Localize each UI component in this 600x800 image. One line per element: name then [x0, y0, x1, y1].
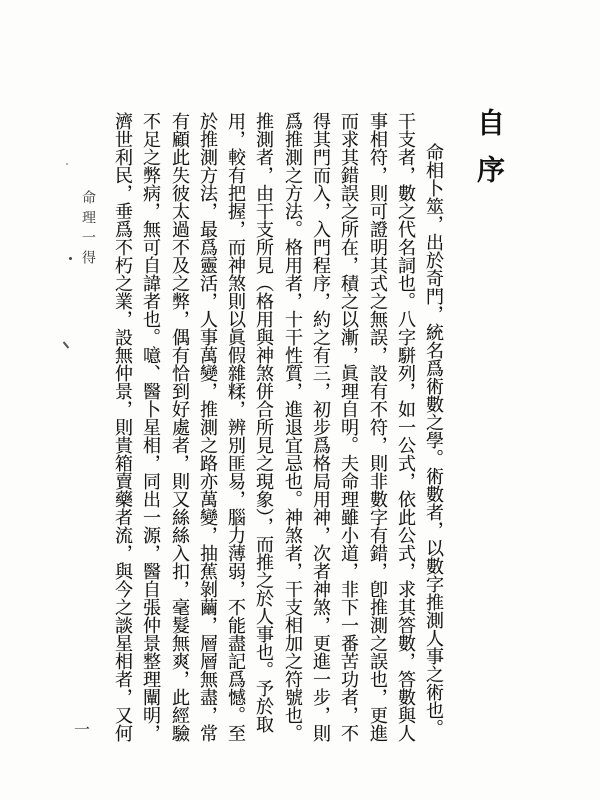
scan-speck — [66, 163, 68, 165]
scan-speck — [69, 257, 72, 260]
text-column-7: 推測者，由干支所見（格用與神煞併合所見之現象），而推之於人事也。予於取 — [253, 112, 274, 733]
text-column-10: 有顧此失彼太過不及之弊，偶有恰到好處者，則又絲絲入扣，毫髮無爽，此經驗 — [169, 112, 190, 742]
text-column-5: 得其門而入，入門程序，約之有三，初步爲格局用神，次者神煞，更進一步，則 — [310, 112, 331, 742]
running-head-book-title: 命理一得 — [80, 190, 96, 270]
section-title: 自序 — [473, 108, 506, 202]
page-number: 一 — [74, 720, 91, 739]
scan-speck — [63, 341, 70, 348]
text-column-1: 命相卜筮，出於奇門，統名爲術數之學。術數者，以數字推測人事之術也。 — [423, 143, 444, 737]
text-column-3: 事相符，則可證明其式之無誤，設有不符，則非數字有錯，卽推測之誤也，更進 — [367, 112, 388, 742]
text-column-9: 於推測方法，最爲靈活，人事萬變，推測之路亦萬變，抽蕉剝繭，層層無盡，常 — [197, 112, 218, 742]
text-column-2: 干支者，數之代名詞也。八字駢列，如一公式，依此公式，求其答數，答數與人 — [395, 112, 416, 742]
text-column-4: 而求其錯誤之所在，積之以漸，眞理自明。夫命理雖小道，非下一番苦功者，不 — [338, 112, 359, 742]
text-column-8: 用，較有把握，而神煞則以眞假雜糅，辨別匪易，腦力薄弱，不能盡記爲憾。至 — [225, 112, 246, 742]
text-column-12: 濟世利民，垂爲不朽之業，設無仲景，則貴箱賣藥者流，與今之談星相者，又何 — [112, 112, 133, 742]
text-column-11: 不足之弊病，無可自諱者也。噫、醫卜星相，同出一源，醫自張仲景整理闡明， — [140, 112, 161, 742]
text-column-6: 爲推測之方法。格用者，十干性質，進退宜忌也。神煞者，干支相加之符號也。 — [282, 112, 303, 742]
